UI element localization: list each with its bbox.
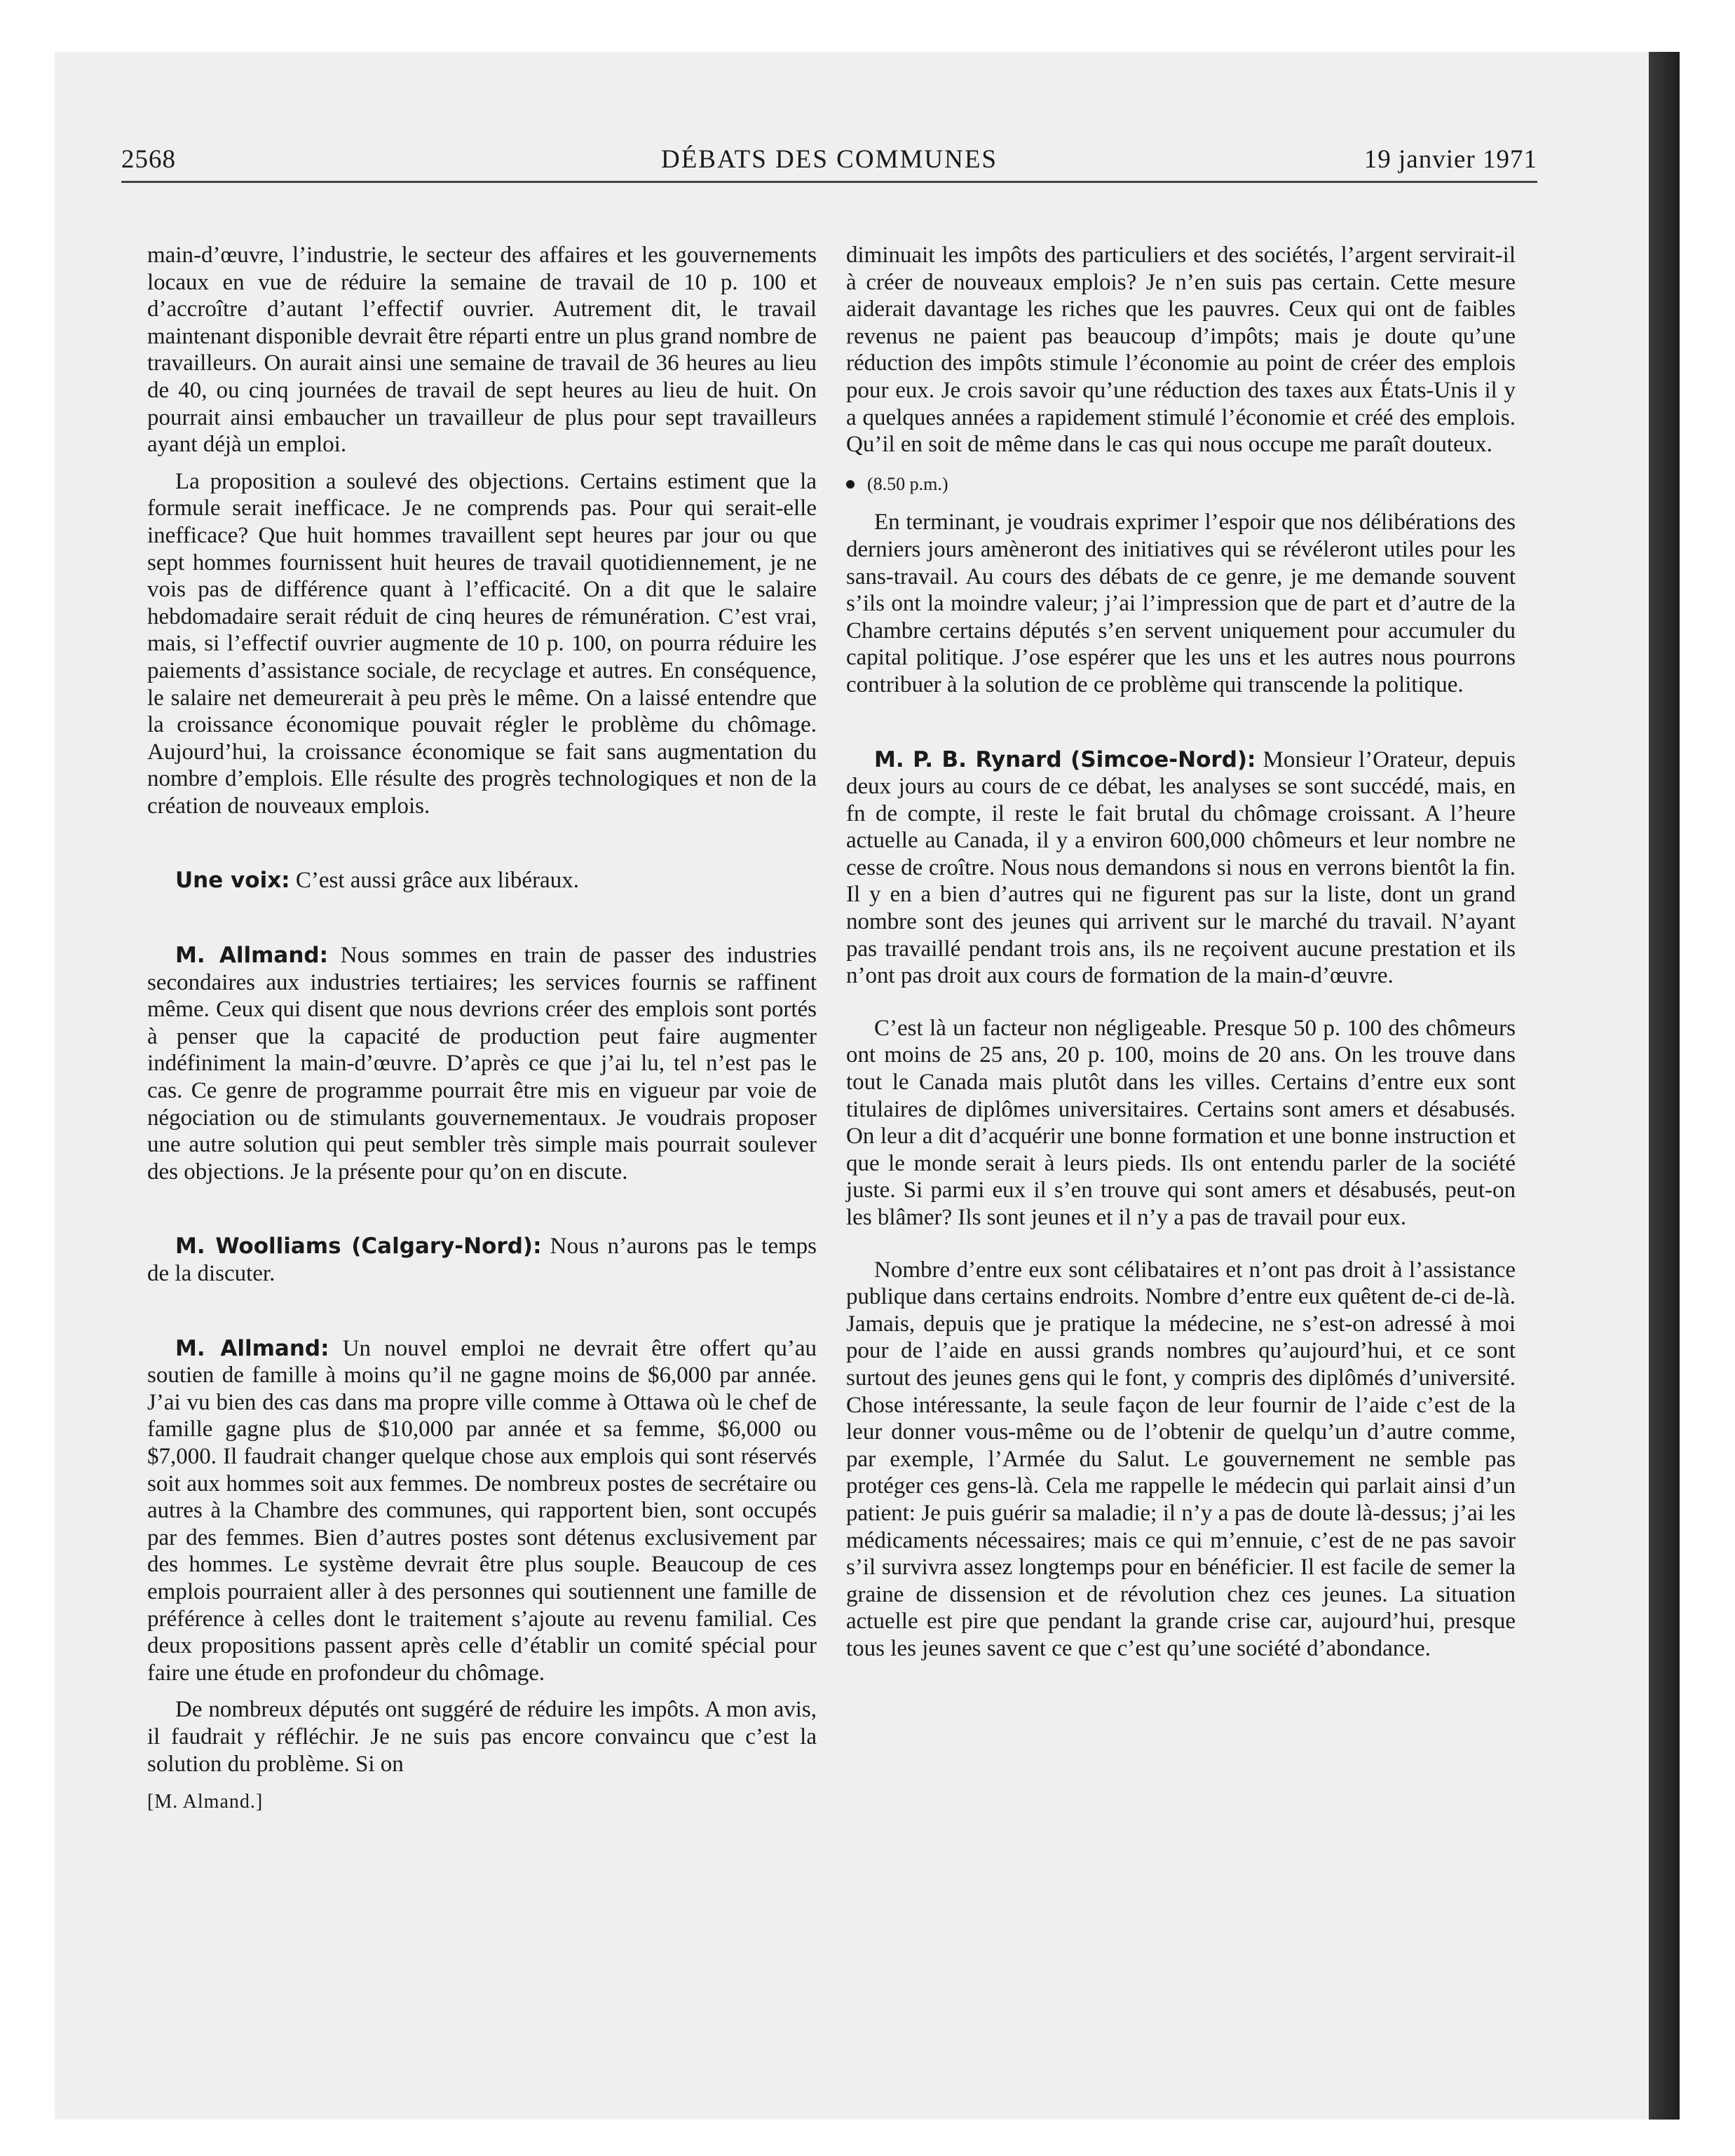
- speech: [846, 746, 1516, 990]
- paragraph: main-d’œuvre, l’industrie, le secteur des affaires et les gouvernements locaux en vue de réduire la semaine de travail de 10 p. 100 et d’accroître d’autant l’effectif ouvrier. Autrement dit, le travail maintenant disponible devrait être réparti entre un plus grand nombre de travailleurs. On aurait ainsi une semaine de travail de 36 heures au lieu de 40, ou cinq journées de travail de sept heures au lieu de huit. On pourrait ainsi embaucher un travailleur de plus pour sept travailleurs ayant déjà un emploi.: [147, 243, 817, 458]
- speech: [147, 1233, 817, 1287]
- left-column: [147, 242, 817, 1816]
- paragraph: En terminant, je voudrais exprimer l’espoir que nos délibérations des derniers jours amèneront des initiatives qui se révéleront utiles pour les sans-travail. Au cours des débats de ce genre, je me demande souvent s’ils ont la moindre valeur; j’ai l’impression que de part et d’autre de la Chambre certains députés s’en servent uniquement pour accumuler du capital politique. J’ose espérer que les uns et les autres nous pourrons contribuer à la solution de ce problème qui transcende la politique.: [846, 510, 1516, 697]
- right-column: [846, 242, 1516, 1663]
- speaker-name: M. Allmand:: [175, 943, 328, 969]
- speaker-name: M. Allmand:: [175, 1335, 329, 1361]
- bullet-icon: [846, 480, 855, 489]
- paragraph: De nombreux députés ont suggéré de réduire les impôts. A mon avis, il faudrait y réfléchir. Je ne suis pas encore convaincu que c’est la solution du problème. Si on: [147, 1697, 817, 1777]
- header-date: 19 janvier 1971: [1363, 145, 1537, 174]
- page-header: [121, 142, 1537, 183]
- speech-text: C’est aussi grâce aux libéraux.: [290, 868, 579, 894]
- paragraph: C’est là un facteur non négligeable. Presque 50 p. 100 des chômeurs ont moins de 25 ans, 20 p. 100, moins de 20 ans. On les trouve dans tout le Canada mais plutôt dans les villes. Certains d’entre eux sont titulaires de diplômes universitaires. Certains sont amers et désabusés. On leur a dit d’acquérir une bonne formation et une bonne instruction et que le monde serait à leurs pieds. Ils ont entendu parler de la société juste. Si parmi eux il s’en trouve qui sont amers et désabusés, peut-on les blâmer? Ils sont jeunes et il n’y a pas de travail pour eux.: [846, 1015, 1516, 1230]
- time-marker: [846, 471, 1516, 498]
- speech: [147, 942, 817, 1185]
- speech: [147, 867, 817, 894]
- speech: [147, 1335, 817, 1687]
- speech-text: Nous n’aurons pas le temps de la discuter.: [147, 1234, 817, 1286]
- speaker-name: M. P. B. Rynard (Simcoe-Nord):: [874, 746, 1256, 772]
- paragraph: Nombre d’entre eux sont célibataires et n’ont pas droit à l’assistance publique dans certains endroits. Nombre d’entre eux quêtent de-ci de-là. Jamais, depuis que je pratique la médecine, ne s’est-on adressé à moi pour de l’aide en aussi grands nombres qu’aujourd’hui, et ce sont surtout des jeunes gens qui le font, y compris des diplômés d’université. Chose intéressante, la seule façon de leur fournir de l’aide c’est de la leur donner vous-même ou de l’obtenir de quelqu’un d’autre comme, par exemple, l’Armée du Salut. Le gouvernement ne semble pas protéger ces gens-là. Cela me rappelle le médecin qui parlait ainsi d’un patient: Je puis guérir sa maladie; il n’y a pas de doute là-dessus; j’ai les médicaments nécessaires; mais ce qui m’ennuie, c’est de ne pas savoir s’il survivra assez longtemps pour en bénéficier. Il est facile de semer la graine de dissension et de révolution chez ces jeunes. La situation actuelle est pire que pendant la grande crise car, aujourd’hui, presque tous les jeunes savent ce que c’est qu’une société d’abondance.: [846, 1257, 1516, 1661]
- speech-text: Nous sommes en train de passer des industries secondaires aux industries tertiaires; les services fournis se raffinent même. Ceux qui disent que nous devrions créer des emplois sont portés à penser que la capacité de production peut faire augmenter indéfiniment la main-d’œuvre. D’après ce que j’ai lu, tel n’est pas le cas. Ce genre de programme pourrait être mis en vigueur par voie de négociation ou de stimulants gouvernementaux. Je voudrais proposer une autre solution qui peut sembler très simple mais pourrait soulever des objections. Je la présente pour qu’on en discute.: [147, 943, 817, 1185]
- paragraph: diminuait les impôts des particuliers et des sociétés, l’argent servirait-il à créer de nouveaux emplois? Je n’en suis pas certain. Cette mesure aiderait davantage les riches que les pauvres. Ceux qui ont de faibles revenus ne paient pas beaucoup d’impôts; mais je doute qu’une réduction des impôts stimule l’économie au point de créer des emplois pour eux. Je crois savoir qu’une réduction des taxes aux États-Unis il y a quelques années a rapidement stimulé l’économie et créé des emplois. Qu’il en soit de même dans le cas qui nous occupe me paraît douteux.: [846, 243, 1516, 458]
- speaker-name: Une voix:: [175, 868, 290, 894]
- scan-edge-shadow: [1649, 52, 1680, 2120]
- running-title: DÉBATS DES COMMUNES: [660, 145, 998, 174]
- speech-text: Monsieur l’Orateur, depuis deux jours au cours de ce débat, les analyses se sont succédé, mais, en fn de compte, il reste le fait brutal du chômage croissant. A l’heure actuelle au Canada, il y a environ 600,000 chômeurs et leur nombre ne cesse de croître. Nous nous demandons si nous en verrons bientôt la fin. Il y en a bien d’autres qui ne figurent pas sur la liste, dont un grand nombre sont des jeunes qui arrivent sur le marché du travail. N’ayant pas travaillé pendant trois ans, ils ne reçoivent aucune prestation et ils n’ont pas droit aux cours de formation de la main-d’œuvre.: [846, 746, 1516, 989]
- page-number: 2568: [121, 145, 176, 174]
- speaker-attribution: [M. Almand.]: [147, 1791, 264, 1813]
- speech-text: Un nouvel emploi ne devrait être offert qu’au soutien de famille à moins qu’il ne gagne moins de $6,000 par année. J’ai vu bien des cas dans ma propre ville comme à Ottawa où le chef de famille gagne plus de $10,000 par année et sa femme, $6,000 ou $7,000. Il faudrait changer quelque chose aux emplois qui sont réservés soit aux hommes soit aux femmes. De nombreux postes de secrétaire ou autres à la Chambre des communes, qui rapportent bien, sont occupés par des femmes. Bien d’autres postes sont détenus exclusivement par des hommes. Le système devrait être plus souple. Beaucoup de ces emplois pourraient aller à des personnes qui soutiennent une famille de préférence à celles dont le traitement s’ajoute au revenu familial. Ces deux propositions passent après celle d’établir un comité spécial pour faire une étude en profondeur du chômage.: [147, 1335, 817, 1686]
- paragraph: La proposition a soulevé des objections. Certains estiment que la formule serait inefficace. Je ne comprends pas. Pour qui serait-elle inefficace? Que huit hommes travaillent sept heures par jour ou que sept hommes fournissent huit heures de travail quotidiennement, je ne vois pas de différence quant à l’efficacité. On a dit que le salaire hebdomadaire serait réduit de cinq heures de rémunération. C’est vrai, mais, si l’effectif ouvrier augmente de 10 p. 100, on pourra réduire les paiements d’assistance sociale, de recyclage et autres. En conséquence, le salaire net demeurerait à peu près le même. On a laissé entendre que la croissance économique pouvait régler le problème du chômage. Aujourd’hui, la croissance économique se fait sans augmentation du nombre d’emplois. Elle résulte des progrès technologiques et non de la création de nouveaux emplois.: [147, 468, 817, 819]
- speaker-name: M. Woolliams (Calgary-Nord):: [175, 1234, 542, 1260]
- time-marker-text: (8.50 p.m.): [867, 473, 948, 494]
